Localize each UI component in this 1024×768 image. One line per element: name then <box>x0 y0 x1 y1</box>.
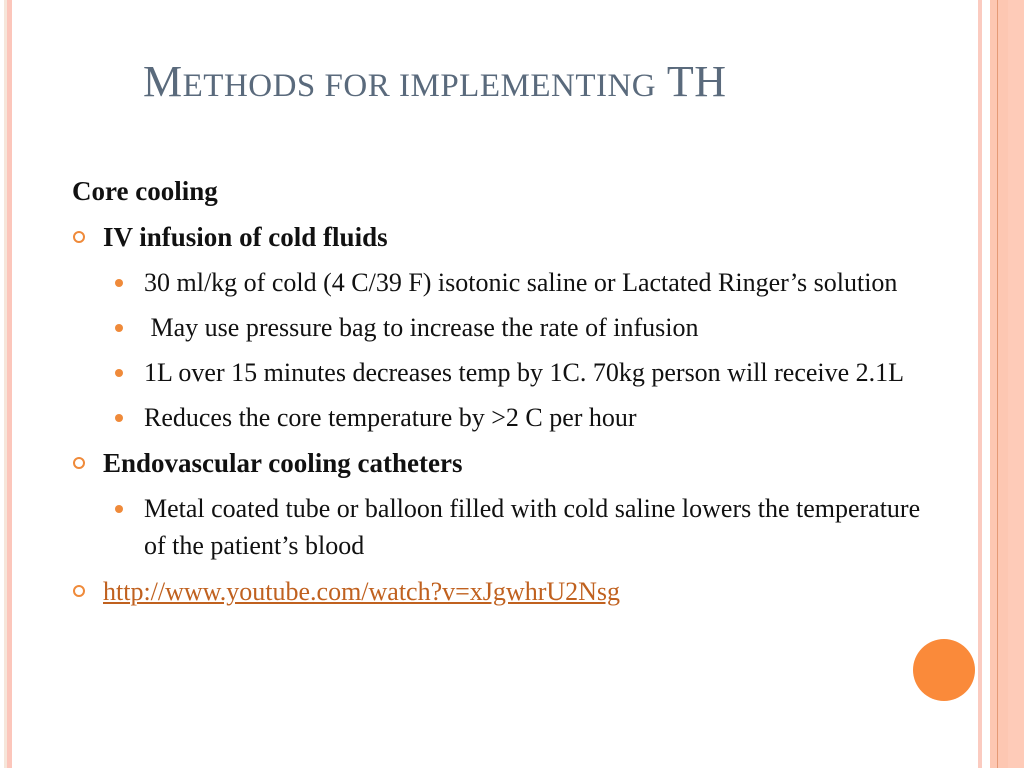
dot-bullet-icon <box>115 279 123 287</box>
left-border-stripe-pink <box>7 0 12 768</box>
dot-bullet-icon <box>115 324 123 332</box>
decorative-orange-circle <box>913 639 975 701</box>
slide-title: METHODS FOR IMPLEMENTING TH <box>143 57 727 106</box>
right-border-stripe-1 <box>978 0 982 768</box>
sub-bullet: 30 ml/kg of cold (4 C/39 F) isotonic saline or Lactated Ringer’s solution <box>72 264 932 301</box>
sub-bullet: 1L over 15 minutes decreases temp by 1C. 70kg person will receive 2.1L <box>72 354 932 391</box>
bullet-endovascular: Endovascular cooling catheters <box>72 444 932 482</box>
bullet-link <box>72 572 932 611</box>
right-border-stripe-3 <box>998 0 1008 768</box>
slide-body <box>72 172 932 611</box>
dot-bullet-icon <box>115 414 123 422</box>
sub-bullet: Reduces the core temperature by >2 C per hour <box>72 399 932 436</box>
bullet-iv-infusion: IV infusion of cold fluids <box>72 218 932 256</box>
sub-bullet: May use pressure bag to increase the rate of infusion <box>72 309 932 346</box>
dot-bullet-icon <box>115 369 123 377</box>
sub-bullet: Metal coated tube or balloon filled with cold saline lowers the temperature of the patient’s blood <box>72 490 932 564</box>
ring-bullet-icon <box>73 231 85 243</box>
section-heading: Core cooling <box>72 176 218 206</box>
youtube-link[interactable]: http://www.youtube.com/watch?v=xJgwhrU2Nsg <box>103 577 621 606</box>
ring-bullet-icon <box>73 457 85 469</box>
ring-bullet-icon <box>73 585 85 597</box>
right-border-stripe-4 <box>1008 0 1024 768</box>
dot-bullet-icon <box>115 505 123 513</box>
